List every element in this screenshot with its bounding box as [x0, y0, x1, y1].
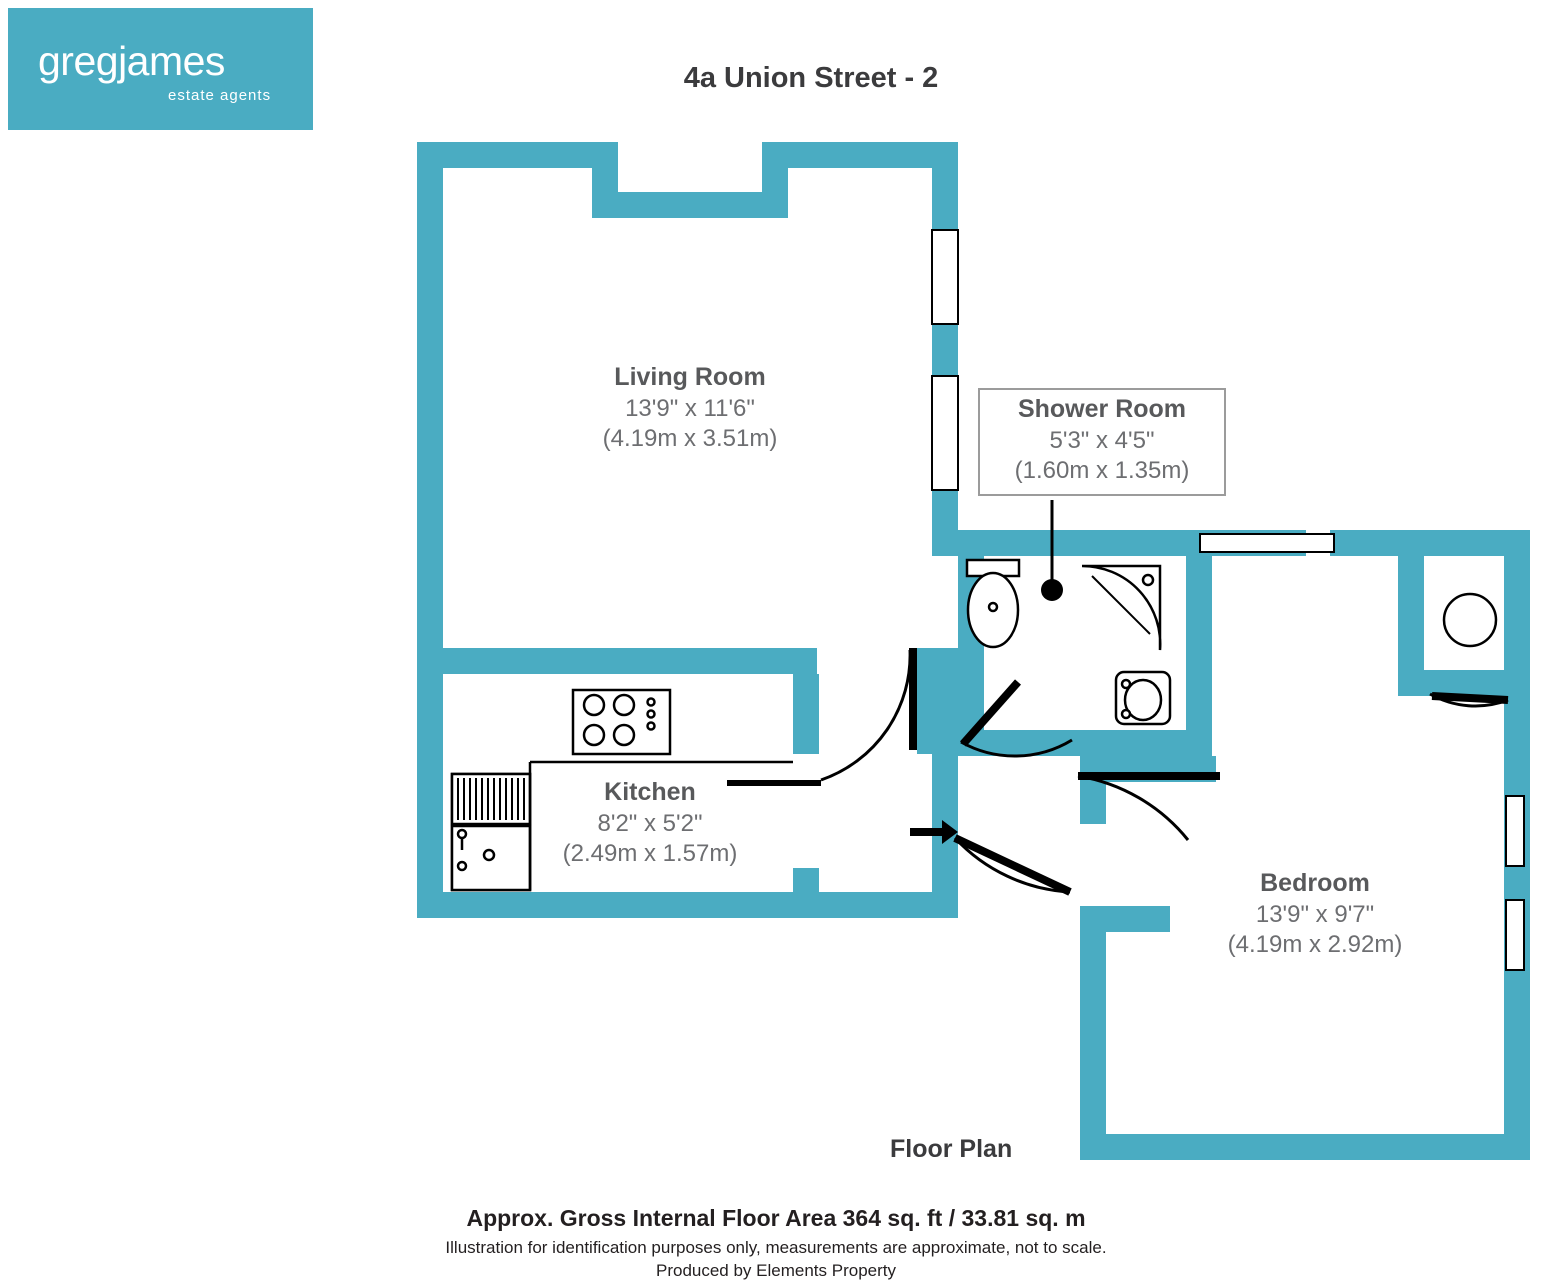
room-dimensions-imperial: 5'3" x 4'5": [1049, 426, 1155, 454]
room-dimensions-imperial: 13'9" x 9'7": [1255, 900, 1375, 928]
room-dimensions-metric: (1.60m x 1.35m): [1014, 457, 1190, 485]
footer: [0, 1205, 1552, 1281]
room-name: Kitchen: [604, 778, 696, 806]
room-label-shower-room: [978, 388, 1226, 496]
logo-tagline: estate agents: [168, 87, 272, 104]
room-name: Living Room: [614, 363, 766, 391]
page-title-text: 4a Union Street - 2: [683, 62, 939, 94]
room-label-kitchen: [520, 777, 780, 870]
room-dimensions-metric: (4.19m x 2.92m): [1227, 931, 1403, 959]
producer-credit: Produced by Elements Property: [655, 1261, 896, 1280]
room-dimensions-metric: (4.19m x 3.51m): [602, 425, 778, 453]
room-label-living-room: [560, 362, 820, 455]
room-name: Bedroom: [1260, 869, 1370, 897]
room-dimensions-metric: (2.49m x 1.57m): [562, 840, 738, 868]
walls-group: [417, 142, 1530, 1160]
bedroom-fixture-icon: [1444, 594, 1496, 646]
room-dimensions-imperial: 8'2" x 5'2": [597, 809, 703, 837]
floor-plan-caption: Floor Plan: [890, 1135, 1013, 1163]
gross-internal-area: Approx. Gross Internal Floor Area 364 sq. ft / 33.81 sq. m: [466, 1205, 1086, 1231]
logo-word-james: james: [118, 38, 225, 84]
disclaimer-note: Illustration for identification purposes only, measurements are approximate, not to scale.: [445, 1238, 1107, 1257]
windows-group: [932, 230, 1524, 970]
logo-word-greg: greg: [38, 38, 119, 84]
room-dimensions-imperial: 13'9" x 11'6": [625, 394, 755, 422]
room-label-bedroom: [1160, 868, 1470, 961]
room-name: Shower Room: [1017, 395, 1187, 423]
